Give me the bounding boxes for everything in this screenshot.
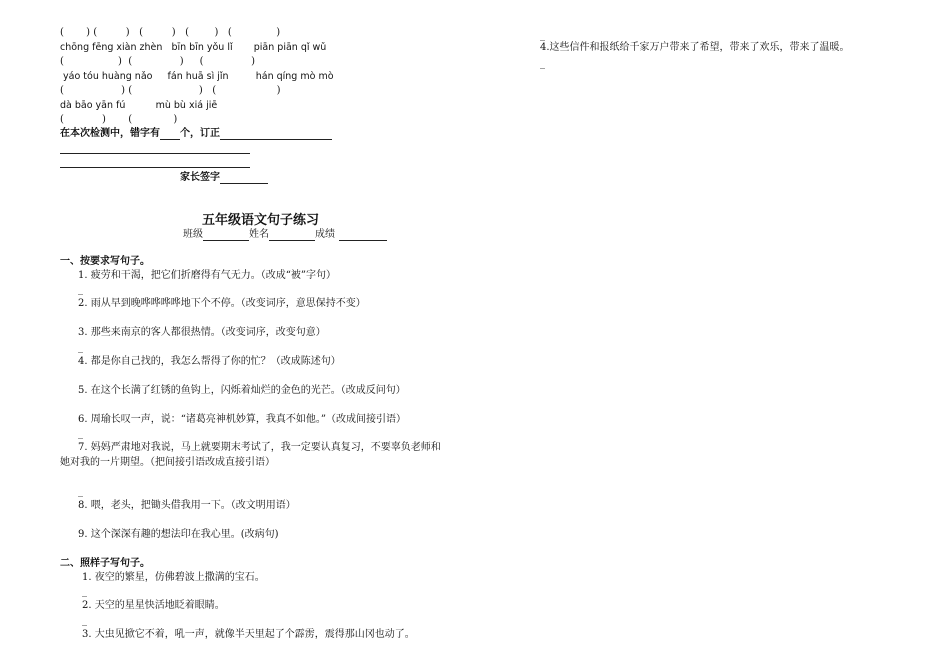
class-label: 班级 bbox=[183, 229, 203, 240]
name-blank[interactable] bbox=[269, 230, 315, 241]
parent-sign-blank[interactable] bbox=[220, 173, 268, 184]
score-blank[interactable] bbox=[339, 230, 387, 241]
s1-dash-3: _ bbox=[78, 428, 83, 439]
errors-line bbox=[60, 128, 332, 140]
s1-dash-1: _ bbox=[78, 284, 83, 295]
s2-item-3: 3. 大虫见掀它不着，吼一声，就像半天里起了个霹雳，震得那山冈也动了。 bbox=[82, 629, 415, 640]
s1-dash-2: _ bbox=[78, 342, 83, 353]
s1-item-6: 6. 周瑜长叹一声，说：“诸葛亮神机妙算，我真不如他。”（改成间接引语） bbox=[78, 414, 406, 425]
bracket-row-4: ( ) ( ) bbox=[60, 114, 178, 125]
parent-sign-label: 家长签字 bbox=[180, 172, 220, 183]
section2-heading: 二、照样子写句子。 bbox=[60, 558, 150, 569]
info-line bbox=[183, 229, 387, 241]
bracket-row-2: ( ) ( ) ( ) bbox=[60, 56, 256, 67]
pinyin-row-2: yáo tóu huàng nǎo fán huā sì jǐn hán qíng mò mò bbox=[60, 71, 334, 82]
correction-line-2[interactable] bbox=[60, 167, 250, 168]
s1-item-8: 8. 喂，老头，把锄头借我用一下。（改文明用语） bbox=[78, 500, 296, 511]
right-item-4: 4.这些信件和报纸给千家万户带来了希望，带来了欢乐，带来了温暖。 bbox=[540, 42, 850, 53]
s1-item-2: 2. 雨从早到晚哗哗哗哗地下个不停。（改变词序，意思保持不变） bbox=[78, 298, 366, 309]
errors-count-blank[interactable] bbox=[160, 129, 180, 140]
worksheet-title: 五年级语文句子练习 bbox=[202, 213, 320, 228]
s1-item-5: 5. 在这个长满了红锈的鱼钩上，闪烁着灿烂的金色的光芒。（改成反问句） bbox=[78, 385, 406, 396]
name-label: 姓名 bbox=[249, 229, 269, 240]
s1-item-1: 1. 疲劳和干渴，把它们折磨得有气无力。（改成“被”字句） bbox=[78, 270, 336, 281]
pinyin-row-3: dà bāo yān fú mù bù xiá jiē bbox=[60, 100, 218, 111]
s1-item-9: 9. 这个深深有趣的想法印在我心里。(改病句) bbox=[78, 529, 279, 540]
s1-item-7-cont: 她对我的一片期望。（把间接引语改成直接引语） bbox=[60, 457, 275, 468]
bracket-row-3: ( ) ( ) ( ) bbox=[60, 85, 281, 96]
s1-item-4: 4. 都是你自己找的，我怎么帮得了你的忙？（改成陈述句） bbox=[78, 356, 341, 367]
s2-dash-1: _ bbox=[82, 586, 87, 597]
class-blank[interactable] bbox=[203, 230, 249, 241]
correction-line-1[interactable] bbox=[60, 153, 250, 154]
right-dash-top: _ bbox=[540, 30, 545, 41]
section1-heading: 一、按要求写句子。 bbox=[60, 256, 150, 267]
pinyin-row-1: chōng fēng xiàn zhèn bīn bīn yǒu lǐ piān piān qǐ wǔ bbox=[60, 42, 327, 53]
s2-item-1: 1. 夜空的繁星，仿佛碧波上撒满的宝石。 bbox=[82, 572, 265, 583]
errors-prefix: 在本次检测中，错字有 bbox=[60, 128, 160, 139]
correction-blank[interactable] bbox=[220, 129, 332, 140]
errors-mid: 个，订正 bbox=[180, 128, 220, 139]
s1-dash-4: _ bbox=[78, 486, 83, 497]
s2-item-2: 2. 天空的星星快活地眨着眼睛。 bbox=[82, 600, 225, 611]
s1-item-7: 7. 妈妈严肃地对我说，马上就要期末考试了，我一定要认真复习，不要辜负老师和 bbox=[78, 442, 441, 453]
s2-dash-2: _ bbox=[82, 615, 87, 626]
s1-item-3: 3. 那些来南京的客人都很热情。（改变词序，改变句意） bbox=[78, 327, 326, 338]
bracket-row-1: ( ) ( ) ( ) ( ) ( ) bbox=[60, 27, 281, 38]
parent-sign-line bbox=[180, 172, 268, 184]
score-label: 成绩 bbox=[315, 229, 335, 240]
right-dash-bottom: _ bbox=[540, 58, 545, 69]
